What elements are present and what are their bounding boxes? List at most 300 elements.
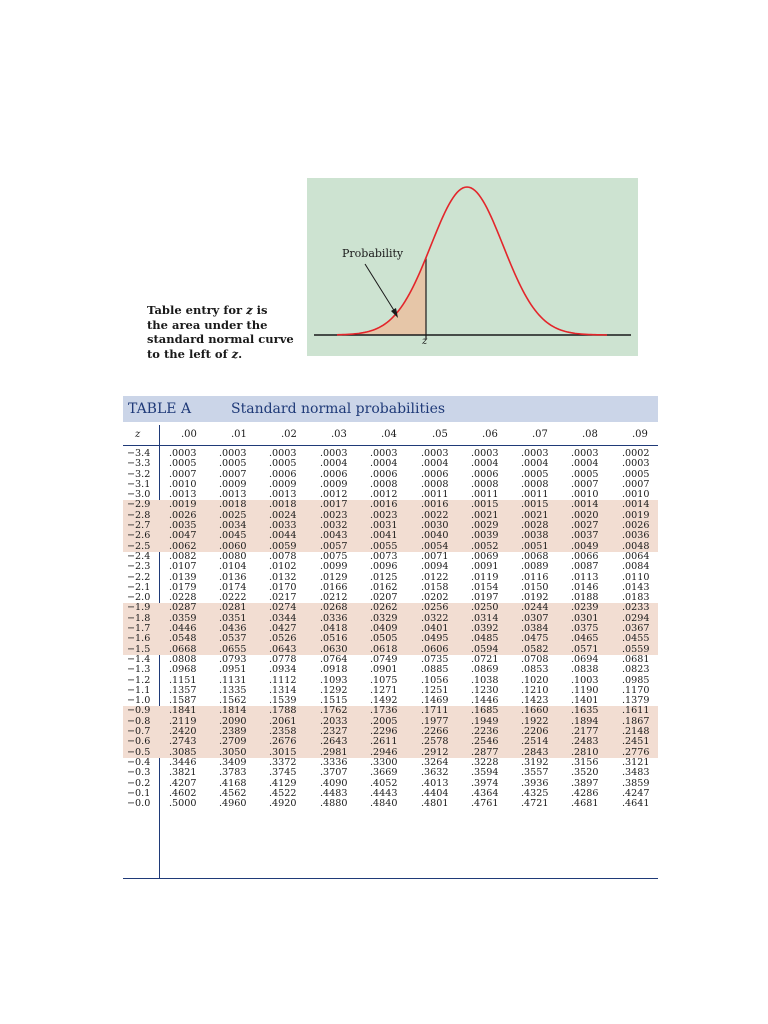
probability-cell: .0035 (169, 520, 197, 532)
z-value-cell: −0.3 (127, 767, 151, 779)
probability-cell: .0537 (219, 633, 247, 645)
probability-cell: .3085 (169, 746, 197, 758)
probability-cell: .0064 (622, 550, 650, 562)
probability-cell: .0119 (471, 571, 499, 583)
caption-line (147, 332, 307, 347)
probability-cell: .0029 (471, 520, 499, 532)
probability-cell: .0139 (169, 571, 197, 583)
probability-cell: .0110 (622, 571, 650, 583)
probability-cell: .0294 (622, 612, 650, 624)
probability-cell: .0091 (471, 561, 499, 573)
probability-cell: .0013 (269, 489, 297, 501)
probability-cell: .0594 (471, 643, 499, 655)
probability-cell: .0336 (320, 612, 348, 624)
probability-cell: .0239 (571, 602, 599, 614)
probability-cell: .0082 (169, 550, 197, 562)
probability-cell: .0004 (571, 458, 599, 470)
header-rule (123, 445, 658, 446)
probability-cell: .0005 (622, 468, 650, 480)
probability-cell: .0262 (370, 602, 398, 614)
probability-cell: .2061 (269, 715, 297, 727)
probability-cell: .4247 (622, 787, 650, 799)
probability-cell: .0055 (370, 540, 398, 552)
probability-cell: .0516 (320, 633, 348, 645)
probability-cell: .2676 (269, 736, 297, 748)
caption-text: is (252, 303, 268, 317)
probability-cell: .0307 (521, 612, 549, 624)
caption-line (147, 318, 307, 333)
probability-cell: .1112 (269, 674, 297, 686)
probability-cell: .0012 (320, 489, 348, 501)
probability-cell: .0838 (571, 664, 599, 676)
probability-cell: .4483 (320, 787, 348, 799)
probability-cell: .0427 (269, 623, 297, 635)
probability-cell: .0122 (421, 571, 449, 583)
probability-cell: .4443 (370, 787, 398, 799)
probability-cell: .0808 (169, 653, 197, 665)
probability-cell: .0132 (269, 571, 297, 583)
probability-cell: .0069 (471, 550, 499, 562)
probability-cell: .0059 (269, 540, 297, 552)
probability-cell: .0392 (471, 623, 499, 635)
probability-cell: .1131 (219, 674, 247, 686)
probability-cell: .0007 (219, 468, 247, 480)
normal-curve-figure (307, 178, 638, 356)
probability-cell: .0179 (169, 581, 197, 593)
probability-cell: .0008 (521, 478, 549, 490)
z-value-cell: −2.6 (127, 530, 151, 542)
probability-cell: .0016 (421, 499, 449, 511)
probability-cell: .1093 (320, 674, 348, 686)
probability-cell: .0060 (219, 540, 247, 552)
probability-cell: .0013 (219, 489, 247, 501)
probability-cell: .0008 (421, 478, 449, 490)
probability-cell: .0048 (622, 540, 650, 552)
probability-cell: .0793 (219, 653, 247, 665)
probability-cell: .3409 (219, 756, 247, 768)
probability-cell: .2483 (571, 736, 599, 748)
z-value-cell: −2.1 (127, 581, 151, 593)
probability-cell: .4920 (269, 798, 297, 810)
probability-cell: .0446 (169, 623, 197, 635)
probability-cell: .1562 (219, 695, 247, 707)
probability-cell: .0694 (571, 653, 599, 665)
probability-cell: .4681 (571, 798, 599, 810)
probability-cell: .1314 (269, 684, 297, 696)
caption-text: the area under the (147, 317, 268, 332)
probability-cell: .0244 (521, 602, 549, 614)
probability-cell: .4129 (269, 777, 297, 789)
probability-cell: .0026 (169, 509, 197, 521)
probability-cell: .4404 (421, 787, 449, 799)
probability-cell: .5000 (169, 798, 197, 810)
column-header: .00 (181, 429, 197, 440)
probability-cell: .1515 (320, 695, 348, 707)
column-header: .06 (482, 429, 498, 440)
probability-cell: .4960 (219, 798, 247, 810)
probability-cell: .2643 (320, 736, 348, 748)
probability-cell: .0022 (421, 509, 449, 521)
normal-curve-svg (307, 178, 638, 356)
probability-cell: .0015 (471, 499, 499, 511)
probability-cell: .0030 (421, 520, 449, 532)
probability-cell: .0036 (622, 530, 650, 542)
table-title: Standard normal probabilities (231, 401, 446, 417)
probability-cell: .3632 (421, 767, 449, 779)
probability-cell: .0006 (471, 468, 499, 480)
probability-cell: .0548 (169, 633, 197, 645)
probability-cell: .3821 (169, 767, 197, 779)
probability-cell: .0582 (521, 643, 549, 655)
probability-cell: .0006 (269, 468, 297, 480)
probability-cell: .1949 (471, 715, 499, 727)
probability-cell: .0465 (571, 633, 599, 645)
caption-line (147, 303, 307, 318)
probability-cell: .0764 (320, 653, 348, 665)
probability-cell: .2776 (622, 746, 650, 758)
probability-cell: .0023 (370, 509, 398, 521)
probability-cell: .0170 (269, 581, 297, 593)
probability-cell: .0136 (219, 571, 247, 583)
probability-cell: .3050 (219, 746, 247, 758)
probability-cell: .4880 (320, 798, 348, 810)
probability-cell: .0004 (370, 458, 398, 470)
probability-cell: .0080 (219, 550, 247, 562)
probability-cell: .0027 (571, 520, 599, 532)
probability-cell: .0869 (471, 664, 499, 676)
probability-cell: .0025 (219, 509, 247, 521)
probability-cell: .0281 (219, 602, 247, 614)
probability-cell: .2451 (622, 736, 650, 748)
probability-cell: .0212 (320, 592, 348, 604)
probability-cell: .0007 (169, 468, 197, 480)
z-value-cell: −2.8 (127, 509, 151, 521)
probability-cell: .0143 (622, 581, 650, 593)
probability-cell: .3783 (219, 767, 247, 779)
probability-cell: .0078 (269, 550, 297, 562)
probability-cell: .4522 (269, 787, 297, 799)
probability-cell: .0003 (370, 448, 398, 459)
probability-cell: .2810 (571, 746, 599, 758)
probability-cell: .0039 (471, 530, 499, 542)
probability-cell: .0008 (471, 478, 499, 490)
probability-cell: .0034 (219, 520, 247, 532)
probability-cell: .0505 (370, 633, 398, 645)
table-row (123, 665, 658, 675)
probability-cell: .0003 (571, 448, 599, 459)
z-value-cell: −2.7 (127, 520, 151, 532)
probability-cell: .0028 (521, 520, 549, 532)
probability-cell: .1003 (571, 674, 599, 686)
probability-cell: .0217 (269, 592, 297, 604)
probability-cell: .0322 (421, 612, 449, 624)
probability-cell: .0384 (521, 623, 549, 635)
probability-cell: .0003 (320, 448, 348, 459)
probability-cell: .0096 (370, 561, 398, 573)
table-bottom-rule (123, 878, 658, 879)
table-row (123, 768, 658, 778)
probability-cell: .0007 (571, 478, 599, 490)
probability-cell: .3897 (571, 777, 599, 789)
probability-cell: .0011 (521, 489, 549, 501)
z-value-cell: −0.1 (127, 787, 151, 799)
probability-cell: .0202 (421, 592, 449, 604)
probability-cell: .2327 (320, 726, 348, 738)
probability-cell: .0068 (521, 550, 549, 562)
figure-background (307, 178, 638, 356)
probability-cell: .0359 (169, 612, 197, 624)
probability-cell: .1357 (169, 684, 197, 696)
z-value-cell: −1.7 (127, 623, 151, 635)
figure-caption (147, 303, 307, 361)
probability-cell: .0104 (219, 561, 247, 573)
probability-cell: .1170 (622, 684, 650, 696)
probability-cell: .3745 (269, 767, 297, 779)
probability-cell: .0019 (169, 499, 197, 511)
probability-cell: .3446 (169, 756, 197, 768)
probability-cell: .0233 (622, 602, 650, 614)
probability-cell: .0668 (169, 643, 197, 655)
probability-cell: .0004 (421, 458, 449, 470)
probability-cell: .0020 (571, 509, 599, 521)
probability-cell: .1492 (370, 695, 398, 707)
probability-cell: .0985 (622, 674, 650, 686)
z-value-cell: −2.0 (127, 592, 151, 604)
column-header: .09 (632, 429, 648, 440)
probability-cell: .0107 (169, 561, 197, 573)
probability-cell: .4721 (521, 798, 549, 810)
probability-cell: .2709 (219, 736, 247, 748)
probability-cell: .3300 (370, 756, 398, 768)
probability-cell: .0044 (269, 530, 297, 542)
probability-cell: .1922 (521, 715, 549, 727)
probability-cell: .0010 (622, 489, 650, 501)
probability-cell: .0885 (421, 664, 449, 676)
probability-cell: .3520 (571, 767, 599, 779)
probability-cell: .3859 (622, 777, 650, 789)
probability-cell: .3483 (622, 767, 650, 779)
caption-text: standard normal curve (147, 332, 294, 347)
column-header: .01 (231, 429, 247, 440)
probability-cell: .2843 (521, 746, 549, 758)
probability-cell: .2236 (471, 726, 499, 738)
probability-cell: .0043 (320, 530, 348, 542)
probability-cell: .0174 (219, 581, 247, 593)
caption-text: . (238, 346, 243, 361)
probability-cell: .0436 (219, 623, 247, 635)
probability-cell: .4168 (219, 777, 247, 789)
probability-cell: .0047 (169, 530, 197, 542)
column-header: .07 (532, 429, 548, 440)
probability-cell: .0021 (521, 509, 549, 521)
probability-cell: .1020 (521, 674, 549, 686)
probability-cell: .0018 (269, 499, 297, 511)
probability-cell: .4641 (622, 798, 650, 810)
probability-cell: .0005 (269, 458, 297, 470)
probability-cell: .0038 (521, 530, 549, 542)
probability-cell: .1611 (622, 705, 650, 717)
probability-cell: .0003 (169, 448, 197, 459)
probability-cell: .2578 (421, 736, 449, 748)
table-body (123, 449, 658, 809)
caption-variable: z (246, 303, 253, 317)
probability-cell: .4801 (421, 798, 449, 810)
probability-cell: .0006 (421, 468, 449, 480)
probability-cell: .2090 (219, 715, 247, 727)
probability-cell: .2005 (370, 715, 398, 727)
probability-cell: .2119 (169, 715, 197, 727)
probability-cell: .0021 (471, 509, 499, 521)
probability-cell: .0351 (219, 612, 247, 624)
probability-cell: .0062 (169, 540, 197, 552)
probability-cell: .1379 (622, 695, 650, 707)
probability-cell: .0951 (219, 664, 247, 676)
probability-cell: .1539 (269, 695, 297, 707)
probability-cell: .0013 (169, 489, 197, 501)
probability-cell: .4364 (471, 787, 499, 799)
z-value-cell: −0.0 (127, 798, 151, 810)
probability-cell: .2389 (219, 726, 247, 738)
probability-cell: .0735 (421, 653, 449, 665)
probability-cell: .0274 (269, 602, 297, 614)
z-value-cell: −1.5 (127, 643, 151, 655)
probability-cell: .1867 (622, 715, 650, 727)
probability-cell: .1251 (421, 684, 449, 696)
probability-cell: .2743 (169, 736, 197, 748)
probability-cell: .3974 (471, 777, 499, 789)
probability-cell: .0014 (571, 499, 599, 511)
z-value-cell: −3.3 (127, 458, 151, 470)
probability-cell: .0256 (421, 602, 449, 614)
probability-cell: .0222 (219, 592, 247, 604)
probability-cell: .0721 (471, 653, 499, 665)
probability-cell: .0778 (269, 653, 297, 665)
probability-cell: .0495 (421, 633, 449, 645)
probability-cell: .0207 (370, 592, 398, 604)
probability-cell: .0052 (471, 540, 499, 552)
probability-cell: .0037 (571, 530, 599, 542)
probability-cell: .0041 (370, 530, 398, 542)
probability-cell: .0057 (320, 540, 348, 552)
z-value-cell: −1.4 (127, 653, 151, 665)
probability-cell: .2514 (521, 736, 549, 748)
probability-cell: .3192 (521, 756, 549, 768)
probability-cell: .3594 (471, 767, 499, 779)
probability-cell: .0005 (219, 458, 247, 470)
probability-cell: .2877 (471, 746, 499, 758)
probability-cell: .0009 (320, 478, 348, 490)
probability-cell: .0329 (370, 612, 398, 624)
probability-cell: .1736 (370, 705, 398, 717)
probability-cell: .0003 (521, 448, 549, 459)
probability-cell: .0287 (169, 602, 197, 614)
z-value-cell: −3.4 (127, 448, 151, 459)
probability-cell: .0071 (421, 550, 449, 562)
probability-cell: .3015 (269, 746, 297, 758)
probability-cell: .1271 (370, 684, 398, 696)
probability-cell: .1151 (169, 674, 197, 686)
z-value-cell: −0.9 (127, 705, 151, 717)
probability-cell: .2266 (421, 726, 449, 738)
probability-cell: .0401 (421, 623, 449, 635)
probability-cell: .2912 (421, 746, 449, 758)
z-column-header: z (135, 429, 141, 440)
probability-cell: .3336 (320, 756, 348, 768)
z-value-cell: −0.6 (127, 736, 151, 748)
probability-cell: .0606 (421, 643, 449, 655)
probability-cell: .3121 (622, 756, 650, 768)
probability-cell: .3557 (521, 767, 549, 779)
probability-cell: .1446 (471, 695, 499, 707)
probability-cell: .0125 (370, 571, 398, 583)
probability-cell: .2296 (370, 726, 398, 738)
probability-cell: .4052 (370, 777, 398, 789)
probability-cell: .0643 (269, 643, 297, 655)
probability-cell: .1685 (471, 705, 499, 717)
probability-cell: .0051 (521, 540, 549, 552)
probability-cell: .0367 (622, 623, 650, 635)
probability-cell: .0003 (421, 448, 449, 459)
probability-cell: .3372 (269, 756, 297, 768)
probability-cell: .0250 (471, 602, 499, 614)
probability-cell: .0075 (320, 550, 348, 562)
probability-cell: .1230 (471, 684, 499, 696)
probability-cell: .0089 (521, 561, 549, 573)
probability-cell: .3707 (320, 767, 348, 779)
probability-cell: .0301 (571, 612, 599, 624)
caption-variable: z (231, 346, 239, 361)
probability-cell: .0019 (622, 509, 650, 521)
z-value-cell: −3.1 (127, 478, 151, 490)
probability-cell: .1190 (571, 684, 599, 696)
probability-cell: .0066 (571, 550, 599, 562)
probability-cell: .1711 (421, 705, 449, 717)
probability-cell: .0559 (622, 643, 650, 655)
probability-cell: .0031 (370, 520, 398, 532)
probability-cell: .0010 (571, 489, 599, 501)
probability-cell: .4325 (521, 787, 549, 799)
probability-cell: .0010 (169, 478, 197, 490)
column-header: .04 (381, 429, 397, 440)
probability-cell: .0084 (622, 561, 650, 573)
probability-cell: .0228 (169, 592, 197, 604)
table-row (123, 799, 658, 809)
caption-text: Table entry for (147, 303, 247, 317)
probability-cell: .1292 (320, 684, 348, 696)
probability-cell: .0016 (370, 499, 398, 511)
z-value-cell: −0.8 (127, 715, 151, 727)
probability-cell: .0005 (169, 458, 197, 470)
table-label: TABLE A (128, 401, 192, 417)
probability-cell: .0094 (421, 561, 449, 573)
probability-cell: .0455 (622, 633, 650, 645)
probability-cell: .0011 (421, 489, 449, 501)
probability-cell: .0853 (521, 664, 549, 676)
column-header: .05 (432, 429, 448, 440)
probability-cell: .0475 (521, 633, 549, 645)
z-value-cell: −2.9 (127, 499, 151, 511)
probability-cell: .1814 (219, 705, 247, 717)
probability-cell: .0485 (471, 633, 499, 645)
probability-cell: .0197 (471, 592, 499, 604)
probability-cell: .0183 (622, 592, 650, 604)
probability-cell: .2946 (370, 746, 398, 758)
probability-cell: .0003 (622, 458, 650, 470)
probability-cell: .0158 (421, 581, 449, 593)
z-value-cell: −2.2 (127, 571, 151, 583)
z-value-cell: −1.2 (127, 674, 151, 686)
probability-cell: .4761 (471, 798, 499, 810)
